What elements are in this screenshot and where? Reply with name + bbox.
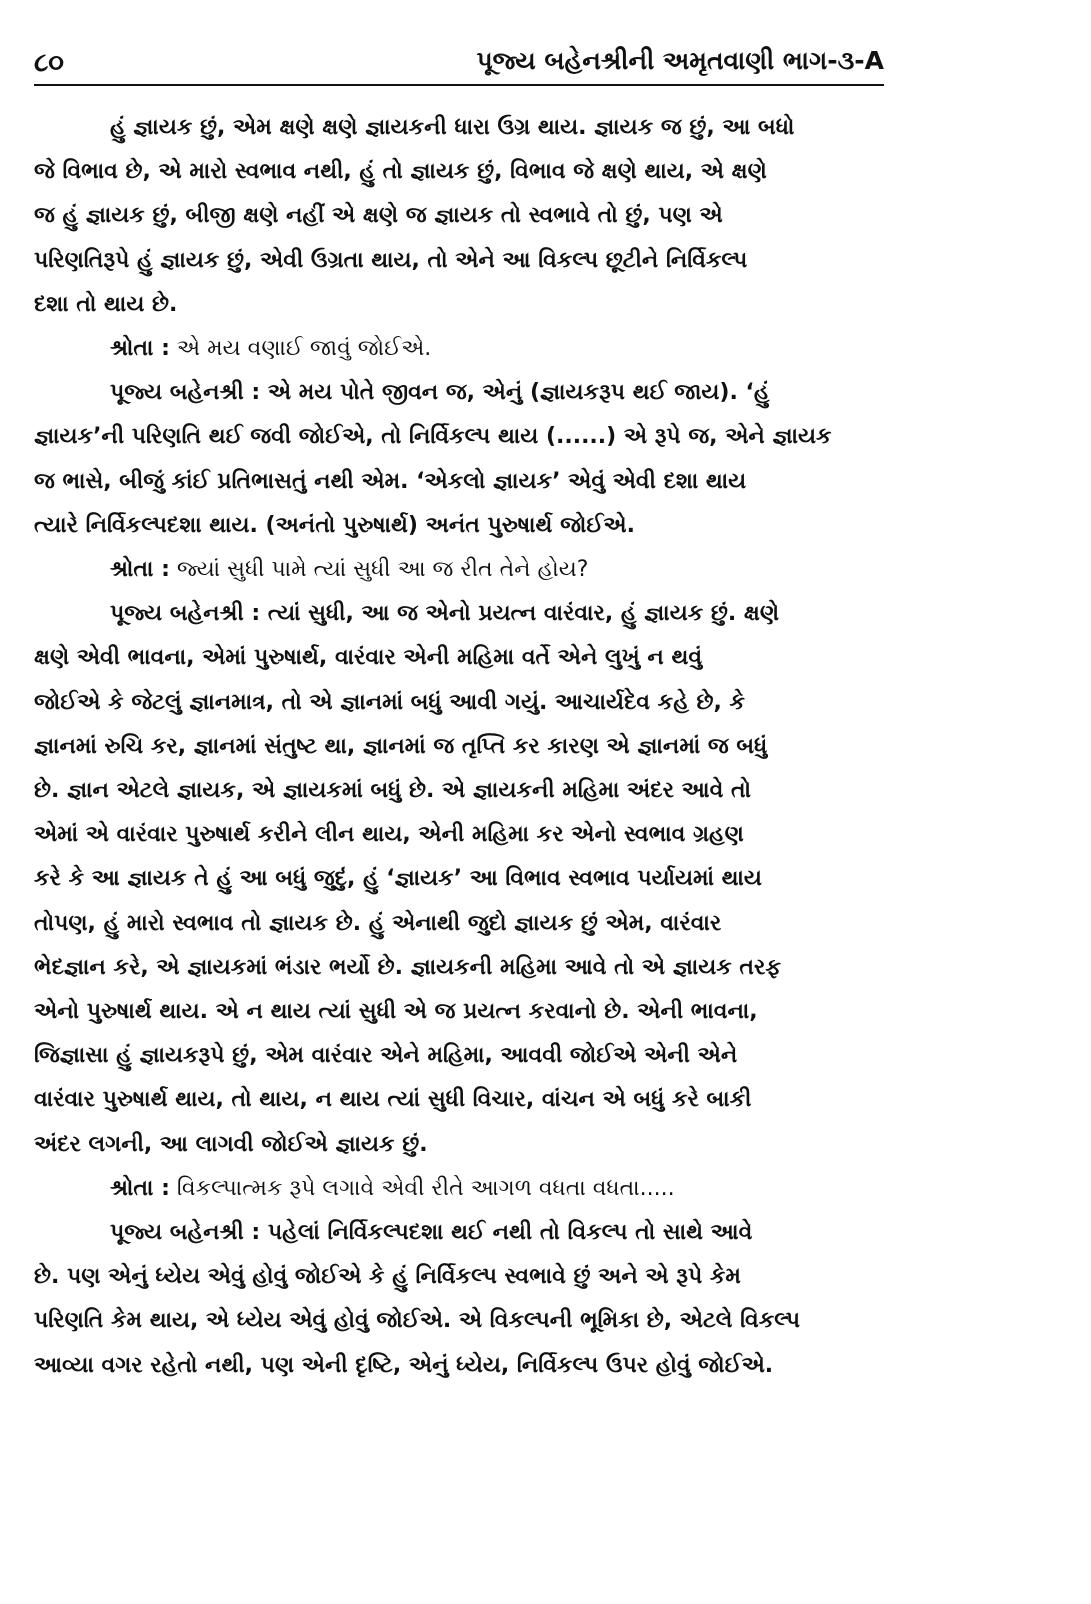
text-line <box>34 1299 884 1343</box>
text-line <box>34 327 884 371</box>
text-line <box>34 150 884 194</box>
text-line <box>34 769 884 813</box>
line-text: છે. પણ એનું ધ્યેય એવું હોવું જોઈએ કે હું નિર્વિકલ્પ સ્વભાવે છું અને એ રૂપે કેમ <box>34 1264 741 1290</box>
line-text: એમાં એ વારંવાર પુરુષાર્થ કરીને લીન થાય, એની મહિમા કર એનો સ્વભાવ ગ્રહણ <box>34 822 744 848</box>
text-line <box>34 902 884 946</box>
text-line <box>34 548 884 592</box>
text-line <box>34 1211 884 1255</box>
text-line <box>34 371 884 415</box>
header-divider <box>34 84 884 86</box>
line-text: છે. જ્ઞાન એટલે જ્ઞાયક, એ જ્ઞાયકમાં બધું છે. એ જ્ઞાયકની મહિમા અંદર આવે તો <box>34 778 752 804</box>
line-text: ત્યારે નિર્વિકલ્પદશા થાય. (અનંતો પુરુષાર્થ) અનંત પુરુષાર્થ જોઈએ. <box>34 512 635 538</box>
text-line <box>34 194 884 238</box>
text-line <box>34 1034 884 1078</box>
speaker-label: પૂજ્ય બહેનશ્રી : <box>110 1220 261 1246</box>
speaker-label: પૂજ્ય બહેનશ્રી : <box>110 380 261 406</box>
page-header <box>34 44 884 84</box>
line-text: કરે કે આ જ્ઞાયક તે હું આ બધું જુદું, હું ‘જ્ઞાયક’ આ વિભાવ સ્વભાવ પર્યાયમાં થાય <box>34 866 762 892</box>
answer-paragraph <box>34 106 884 327</box>
answer-paragraph <box>34 1211 884 1388</box>
text-line <box>34 239 884 283</box>
line-text: જ હું જ્ઞાયક છું, બીજી ક્ષણે નહીં એ ક્ષણે જ જ્ઞાયક તો સ્વભાવે તો છું, પણ એ <box>34 203 723 229</box>
line-text: એ મય વણાઈ જાવું જોઈએ. <box>176 336 432 362</box>
line-text: અંદર લગની, આ લાગવી જોઈએ જ્ઞાયક છું. <box>34 1131 428 1157</box>
text-line <box>34 636 884 680</box>
answer-paragraph <box>34 592 884 1167</box>
line-text: હું જ્ઞાયક છું, એમ ક્ષણે ક્ષણે જ્ઞાયકની ધારા ઉગ્ર થાય. જ્ઞાયક જ છું, આ બધો <box>110 115 795 140</box>
question-paragraph <box>34 548 884 592</box>
text-line <box>34 1167 884 1211</box>
line-text: પરિણતિ કેમ થાય, એ ધ્યેય એવું હોવું જોઈએ. એ વિકલ્પની ભૂમિકા છે, એટલે વિકલ્પ <box>34 1308 801 1334</box>
line-text: જે વિભાવ છે, એ મારો સ્વભાવ નથી, હું તો જ્ઞાયક છું, વિભાવ જે ક્ષણે થાય, એ ક્ષણે <box>34 159 767 185</box>
text-line <box>34 504 884 548</box>
answer-paragraph <box>34 371 884 548</box>
line-text: પહેલાં નિર્વિકલ્પદશા થઈ નથી તો વિકલ્પ તો સાથે આવે <box>267 1220 753 1246</box>
line-text: જ ભાસે, બીજું કાંઈ પ્રતિભાસતું નથી એમ. ‘એકલો જ્ઞાયક’ એવું એવી દશા થાય <box>34 468 747 494</box>
line-text: જિજ્ઞાસા હું જ્ઞાયકરૂપે છું, એમ વારંવાર એને મહિમા, આવવી જોઈએ એની એને <box>34 1043 738 1069</box>
speaker-label: શ્રોતા : <box>110 336 170 362</box>
text-line <box>34 106 884 150</box>
line-text: વારંવાર પુરુષાર્થ થાય, તો થાય, ન થાય ત્યાં સુધી વિચાર, વાંચન એ બધું કરે બાકી <box>34 1087 752 1113</box>
line-text: જ્ઞાનમાં રુચિ કર, જ્ઞાનમાં સંતુષ્ટ થા, જ્ઞાનમાં જ તૃપ્તિ કર કારણ એ જ્ઞાનમાં જ બધું <box>34 733 768 759</box>
line-text: જ્યાં સુધી પામે ત્યાં સુધી આ જ રીત તેને હોય? <box>176 557 589 583</box>
line-text: જ્ઞાયક’ની પરિણતિ થઈ જવી જોઈએ, તો નિર્વિકલ્પ થાય (......) એ રૂપે જ, એને જ્ઞાયક <box>34 424 832 450</box>
dialogue-body <box>34 106 884 1388</box>
speaker-label: શ્રોતા : <box>110 557 170 583</box>
line-text: એ મય પોતે જીવન જ, એનું (જ્ઞાયકરૂપ થઈ જાય). ‘હું <box>267 380 770 406</box>
text-line <box>34 946 884 990</box>
text-line <box>34 1255 884 1299</box>
line-text: પરિણતિરૂપે હું જ્ઞાયક છું, એવી ઉગ્રતા થાય, તો એને આ વિકલ્પ છૂટીને નિર્વિકલ્પ <box>34 247 748 273</box>
text-line <box>34 990 884 1034</box>
text-line <box>34 681 884 725</box>
line-text: દશા તો થાય છે. <box>34 291 178 317</box>
text-line <box>34 1078 884 1122</box>
page-number: ૮૦ <box>34 48 64 78</box>
text-line <box>34 725 884 769</box>
line-text: ભેદજ્ઞાન કરે, એ જ્ઞાયકમાં ભંડાર ભર્યો છે. જ્ઞાયકની મહિમા આવે તો એ જ્ઞાયક તરફ <box>34 954 782 980</box>
line-text: તોપણ, હું મારો સ્વભાવ તો જ્ઞાયક છે. હું એનાથી જુદો જ્ઞાયક છું એમ, વારંવાર <box>34 910 722 936</box>
text-line <box>34 857 884 901</box>
line-text: વિકલ્પાત્મક રૂપે લગાવે એવી રીતે આગળ વધતા વધતા..... <box>176 1175 675 1201</box>
text-line <box>34 283 884 327</box>
speaker-label: પૂજ્ય બહેનશ્રી : <box>110 601 261 627</box>
question-paragraph <box>34 327 884 371</box>
line-text: એનો પુરુષાર્થ થાય. એ ન થાય ત્યાં સુધી એ જ પ્રયત્ન કરવાનો છે. એની ભાવના, <box>34 999 758 1025</box>
text-line <box>34 813 884 857</box>
running-title: પૂજ્ય બહેનશ્રીની અમૃતવાણી ભાગ-૩-A <box>476 46 884 75</box>
text-line <box>34 1344 884 1388</box>
line-text: ત્યાં સુધી, આ જ એનો પ્રયત્ન વારંવાર, હું જ્ઞાયક છું. ક્ષણે <box>267 601 780 627</box>
text-line <box>34 592 884 636</box>
line-text: આવ્યા વગર રહેતો નથી, પણ એની દૃષ્ટિ, એનું ધ્યેય, નિર્વિકલ્પ ઉપર હોવું જોઈએ. <box>34 1352 774 1378</box>
question-paragraph <box>34 1167 884 1211</box>
text-line <box>34 415 884 459</box>
line-text: જોઈએ કે જેટલું જ્ઞાનમાત્ર, તો એ જ્ઞાનમાં બધું આવી ગયું. આચાર્યદેવ કહે છે, કે <box>34 689 746 715</box>
speaker-label: શ્રોતા : <box>110 1175 170 1201</box>
text-line <box>34 1123 884 1167</box>
text-line <box>34 460 884 504</box>
line-text: ક્ષણે એવી ભાવના, એમાં પુરુષાર્થ, વારંવાર એની મહિમા વર્તે એને લુખું ન થવું <box>34 645 703 671</box>
